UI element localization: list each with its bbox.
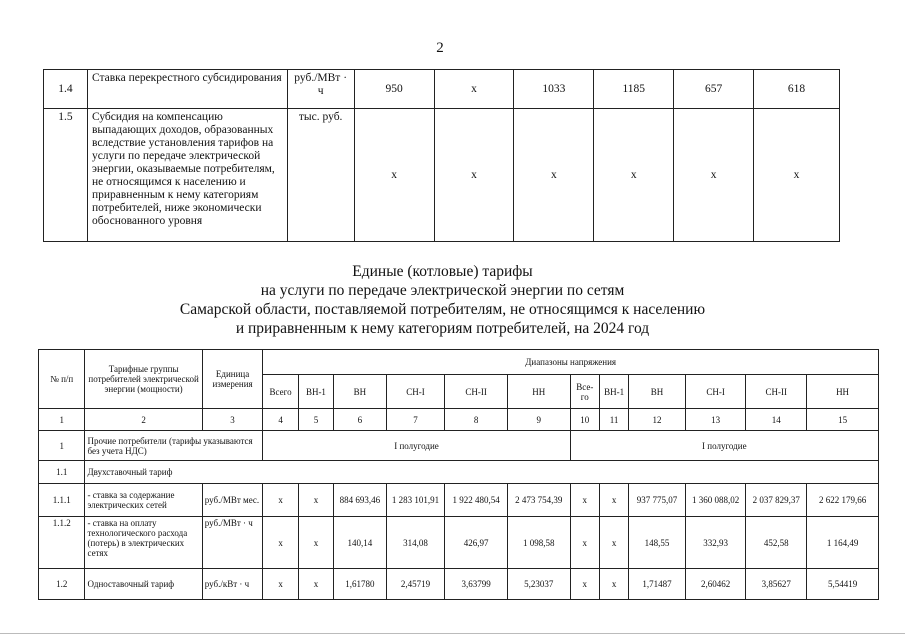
table-cell: x	[263, 517, 298, 569]
header-col: Всего	[263, 375, 298, 409]
table-cell: 884 693,46	[334, 484, 387, 517]
header-groups: Тарифные группы потребителей электрической энергии (мощности)	[85, 350, 202, 409]
column-number: 2	[85, 409, 202, 431]
column-number: 10	[570, 409, 599, 431]
table-cell: x	[263, 484, 298, 517]
row-number: 1.5	[44, 109, 88, 242]
table-cell: 1 098,58	[507, 517, 570, 569]
table-cell: x	[754, 109, 840, 242]
table-cell: x	[599, 517, 628, 569]
table-cell: x	[354, 109, 434, 242]
header-num: № п/п	[39, 350, 85, 409]
table-row	[39, 569, 879, 600]
row-unit: руб./кВт · ч	[202, 569, 263, 600]
column-number: 14	[746, 409, 807, 431]
table-cell: x	[298, 569, 333, 600]
row-number: 1.1.2	[39, 517, 85, 569]
table-cell: 1033	[514, 70, 594, 109]
header-col: Все-го	[570, 375, 599, 409]
row-name: Ставка перекрестного субсидирования	[87, 70, 287, 109]
row-name: - ставка на оплату технологического расхода (потерь) в электрических сетях	[85, 517, 202, 569]
header-col: ВН-1	[599, 375, 628, 409]
table-row	[39, 484, 879, 517]
column-number: 13	[685, 409, 746, 431]
table-cell: 3,85627	[746, 569, 807, 600]
row-unit: тыс. руб.	[287, 109, 354, 242]
column-number: 7	[386, 409, 445, 431]
header-col: СН-I	[386, 375, 445, 409]
table-cell: x	[599, 569, 628, 600]
column-number: 8	[445, 409, 508, 431]
table-cell: 1,71487	[629, 569, 686, 600]
table-cell: 2 622 179,66	[807, 484, 879, 517]
row-number: 1.1	[39, 461, 85, 484]
title-line: на услуги по передаче электрической энергии по сетям	[260, 282, 625, 299]
header-col: ВН-1	[298, 375, 333, 409]
header-row	[39, 350, 879, 375]
header-col: ВН	[629, 375, 686, 409]
document-title	[0, 262, 885, 338]
column-number: 3	[202, 409, 263, 431]
header-col: СН-II	[746, 375, 807, 409]
row-number: 1	[39, 431, 85, 461]
table-cell: x	[570, 484, 599, 517]
table-row	[44, 109, 840, 242]
section-name: Прочие потребители (тарифы указываются без учета НДС)	[85, 431, 263, 461]
table-cell: 2 473 754,39	[507, 484, 570, 517]
table-row	[44, 70, 840, 109]
column-number: 11	[599, 409, 628, 431]
table-cell: 1,61780	[334, 569, 387, 600]
tariff-table	[38, 349, 879, 600]
page-edge-divider	[0, 633, 905, 634]
table-cell: 2,60462	[685, 569, 746, 600]
half-year-label: I полугодие	[570, 431, 878, 461]
column-number: 12	[629, 409, 686, 431]
row-unit: руб./МВт мес.	[202, 484, 263, 517]
table-cell: x	[434, 109, 514, 242]
table-cell: 426,97	[445, 517, 508, 569]
table-cell: x	[599, 484, 628, 517]
half-year-label: I полугодие	[263, 431, 570, 461]
table-cell: 1 164,49	[807, 517, 879, 569]
column-number: 6	[334, 409, 387, 431]
section-row	[39, 431, 879, 461]
header-col: СН-I	[685, 375, 746, 409]
table-cell: x	[434, 70, 514, 109]
title-line: и приравненным к нему категориям потребителей, на 2024 год	[235, 320, 650, 337]
table-cell: 332,93	[685, 517, 746, 569]
subsection-name: Двухставочный тариф	[85, 461, 879, 484]
row-number: 1.4	[44, 70, 88, 109]
table-cell: 5,23037	[507, 569, 570, 600]
table-cell: x	[674, 109, 754, 242]
top-table	[43, 69, 840, 242]
header-col: ВН	[334, 375, 387, 409]
table-cell: 314,08	[386, 517, 445, 569]
table-cell: 452,58	[746, 517, 807, 569]
row-name: Субсидия на компенсацию выпадающих доходов, образованных вследствие установления тарифов на услуги по передаче электрической энергии, оказываемые потребителям, не относящимся к населению и приравненным к нему категориям потребителей, ниже экономически обоснованного уровня	[87, 109, 287, 242]
row-unit: руб./МВт · ч	[287, 70, 354, 109]
header-col: НН	[507, 375, 570, 409]
row-number: 1.2	[39, 569, 85, 600]
title-line: Единые (котловые) тарифы	[352, 263, 533, 280]
column-number-row	[39, 409, 879, 431]
table-cell: 148,55	[629, 517, 686, 569]
column-number: 1	[39, 409, 85, 431]
table-cell: x	[263, 569, 298, 600]
table-cell: x	[594, 109, 674, 242]
table-cell: x	[298, 517, 333, 569]
table-cell: 937 775,07	[629, 484, 686, 517]
table-cell: 657	[674, 70, 754, 109]
table-cell: x	[298, 484, 333, 517]
table-cell: 2,45719	[386, 569, 445, 600]
row-unit: руб./МВт · ч	[202, 517, 263, 569]
table-cell: 1185	[594, 70, 674, 109]
column-number: 9	[507, 409, 570, 431]
table-cell: 5,54419	[807, 569, 879, 600]
row-name: Одноставочный тариф	[85, 569, 202, 600]
column-number: 5	[298, 409, 333, 431]
header-unit: Единица измерения	[202, 350, 263, 409]
table-cell: x	[514, 109, 594, 242]
table-cell: 950	[354, 70, 434, 109]
row-number: 1.1.1	[39, 484, 85, 517]
table-cell: 1 283 101,91	[386, 484, 445, 517]
table-cell: 2 037 829,37	[746, 484, 807, 517]
column-number: 4	[263, 409, 298, 431]
table-cell: 3,63799	[445, 569, 508, 600]
table-cell: x	[570, 569, 599, 600]
table-cell: 140,14	[334, 517, 387, 569]
table-cell: 1 922 480,54	[445, 484, 508, 517]
header-col: НН	[807, 375, 879, 409]
table-cell: 618	[754, 70, 840, 109]
table-cell: 1 360 088,02	[685, 484, 746, 517]
subsection-row	[39, 461, 879, 484]
table-cell: x	[570, 517, 599, 569]
page-number: 2	[436, 40, 444, 56]
title-line: Самарской области, поставляемой потребителям, не относящимся к населению	[179, 301, 706, 318]
header-col: СН-II	[445, 375, 508, 409]
table-row	[39, 517, 879, 569]
column-number: 15	[807, 409, 879, 431]
row-name: - ставка за содержание электрических сетей	[85, 484, 202, 517]
header-voltage: Диапазоны напряжения	[263, 350, 879, 375]
